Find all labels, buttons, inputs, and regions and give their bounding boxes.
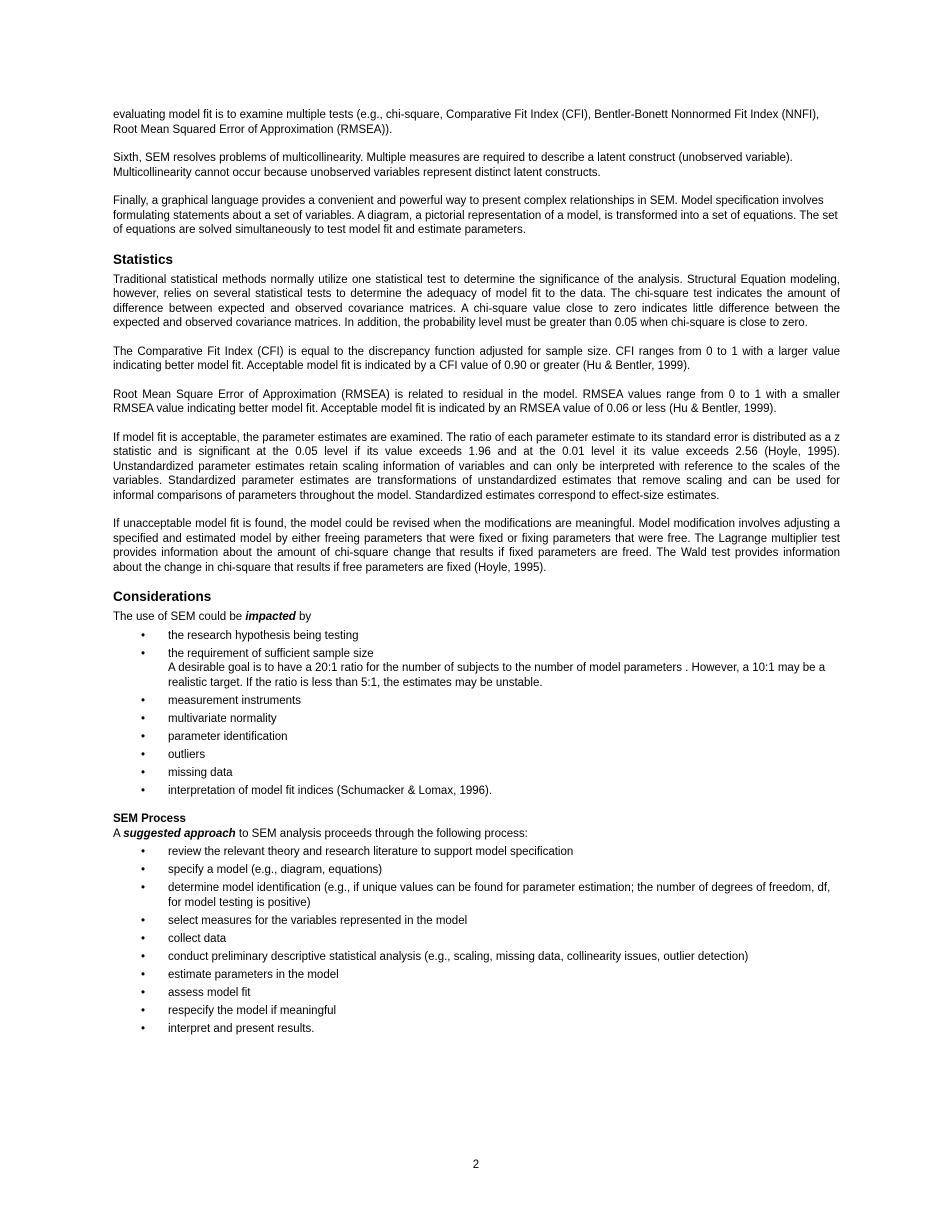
list-item-text: assess model fit [168,986,251,999]
list-item [141,784,840,799]
statistics-paragraph-5: If unacceptable model fit is found, the model could be revised when the modifications are meaningful. Model modification involves adjusting a specified and estimated model by either freeing parameters that were fixed or fixing parameters that were free. The Lagrange multiplier test provides information about the amount of chi-square change that results if fixed parameters are freed. The Wald test provides information about the change in chi-square that results if free parameters are fixed (Hoyle, 1995). [113,518,840,574]
list-item-text: interpretation of model fit indices (Schumacker & Lomax, 1996). [168,784,493,797]
list-item-text: select measures for the variables represented in the model [168,914,468,927]
list-item-text: review the relevant theory and research literature to support model specification [168,846,574,858]
list-item [141,986,840,1001]
list-item [141,881,840,910]
list-item-text: parameter identification [168,730,288,743]
list-item [141,748,840,763]
list-item-text: multivariate normality [168,712,277,725]
heading-sem-process: SEM Process [113,813,186,825]
list-item [141,1022,840,1037]
bullet-icon: • [141,766,146,779]
paragraph-intro-2: Sixth, SEM resolves problems of multicollinearity. Multiple measures are required to describe a latent construct (unobserved variable). Multicollinearity cannot occur because unobserved variables represent distinct latent constructs. [113,152,793,179]
sem-process-intro-suffix: to SEM analysis proceeds through the following process: [235,827,528,840]
list-item [141,932,840,947]
bullet-icon: • [141,882,146,894]
page-number: 2 [472,1158,480,1171]
list-item-text: the requirement of sufficient sample size [168,647,374,660]
list-item-text: conduct preliminary descriptive statistical analysis (e.g., scaling, missing data, collinearity issues, outlier detection) [168,950,749,963]
list-item-text: interpret and present results. [168,1022,315,1035]
bullet-icon: • [141,950,146,963]
bullet-icon: • [141,846,146,858]
list-item [141,629,840,644]
list-item [141,950,840,965]
bullet-icon: • [141,914,146,927]
considerations-intro-emphasis: impacted [245,611,296,623]
list-item-text: outliers [168,748,206,761]
bullet-icon: • [141,968,146,981]
statistics-paragraph-3: Root Mean Square Error of Approximation (RMSEA) is related to residual in the model. RMSEA values range from 0 to 1 with a smaller RMSEA value indicating better model fit. Acceptable model fit is indicated by an RMSEA value of 0.06 or less (Hu & Bentler, 1999). [113,388,840,415]
list-item-text: determine model identification (e.g., if unique values can be found for parameter estimation; the number of degrees of freedom, df, for model testing is positive) [168,882,831,909]
considerations-intro-prefix: The use of SEM could be [113,611,246,623]
bullet-icon: • [141,647,146,660]
list-item [141,730,840,745]
bullet-icon: • [141,784,146,797]
bullet-icon: • [141,932,146,945]
statistics-paragraph-2: The Comparative Fit Index (CFI) is equal to the discrepancy function adjusted for sample size. CFI ranges from 0 to 1 with a larger value indicating better model fit. Acceptable model fit is indicated by a CFI value of 0.90 or greater (Hu & Bentler, 1999). [113,345,840,372]
list-item [141,694,840,709]
statistics-paragraph-4: If model fit is acceptable, the parameter estimates are examined. The ratio of each parameter estimate to its standard error is distributed as a z statistic and is significant at the 0.05 level if its value exceeds 1.96 and at the 0.01 level it its value exceeds 2.56 (Hoyle, 1995). Unstandardized parameter estimates retain scaling information of variables and can only be interpreted with reference to the scales of the variables. Standardized parameter estimates are transformations of unstandardized estimates that remove scaling and can be used for informal comparisons of parameters throughout the model. Standardized estimates correspond to effect-size estimates. [113,431,840,502]
heading-considerations: Considerations [113,589,212,604]
list-item-text: measurement instruments [168,694,301,707]
statistics-paragraph-1: Traditional statistical methods normally utilize one statistical test to determine the significance of the analysis. Structural Equation modeling, however, relies on several statistical tests to determine the adequacy of model fit to the data. The chi-square test indicates the amount of difference between expected and observed covariance matrices. A chi-square value close to zero indicates little difference between the expected and observed covariance matrices. In addition, the probability level must be greater than 0.05 when chi-square is close to zero. [113,273,840,329]
sem-process-list [113,845,840,1036]
paragraph-intro-1: evaluating model fit is to examine multiple tests (e.g., chi-square, Comparative Fit Index (CFI), Bentler-Bonett Nonnormed Fit Index (NNFI), Root Mean Squared Error of Approximation (RMSEA)). [113,109,820,136]
bullet-icon: • [141,712,146,725]
list-item-text: missing data [168,766,233,779]
list-item-text: collect data [168,932,227,945]
considerations-intro [113,610,840,625]
bullet-icon: • [141,730,146,743]
list-item-subtext: A desirable goal is to have a 20:1 ratio for the number of subjects to the number of model parameters . However, a 10:1 may be a realistic target. If the ratio is less than 5:1, the estimates may be unstable. [168,662,826,689]
list-item-text: the research hypothesis being testing [168,629,359,642]
considerations-intro-suffix: by [295,611,312,623]
sem-process-intro [113,827,840,842]
list-item-text: specify a model (e.g., diagram, equations) [168,864,383,876]
list-item [141,1004,840,1019]
list-item [141,863,840,878]
bullet-icon: • [141,748,146,761]
paragraph-intro-3: Finally, a graphical language provides a convenient and powerful way to present complex relationships in SEM. Model specification involves formulating statements about a set of variables. A diagram, a pictorial representation of a model, is transformed into a set of equations. The set of equations are solved simultaneously to test model fit and estimate parameters. [113,195,838,236]
bullet-icon: • [141,694,146,707]
sem-process-intro-prefix: A [113,827,124,840]
list-item-text: estimate parameters in the model [168,968,339,981]
list-item [141,845,840,860]
bullet-icon: • [141,1004,146,1017]
sem-process-intro-emphasis: suggested approach [123,827,236,840]
bullet-icon: • [141,1022,146,1035]
list-item [141,647,840,691]
list-item [141,914,840,929]
list-item [141,712,840,727]
bullet-icon: • [141,986,146,999]
heading-statistics: Statistics [113,251,174,267]
list-item [141,968,840,983]
list-item-text: respecify the model if meaningful [168,1004,337,1017]
bullet-icon: • [141,864,146,876]
bullet-icon: • [141,629,146,642]
considerations-list [113,629,840,799]
list-item [141,766,840,781]
